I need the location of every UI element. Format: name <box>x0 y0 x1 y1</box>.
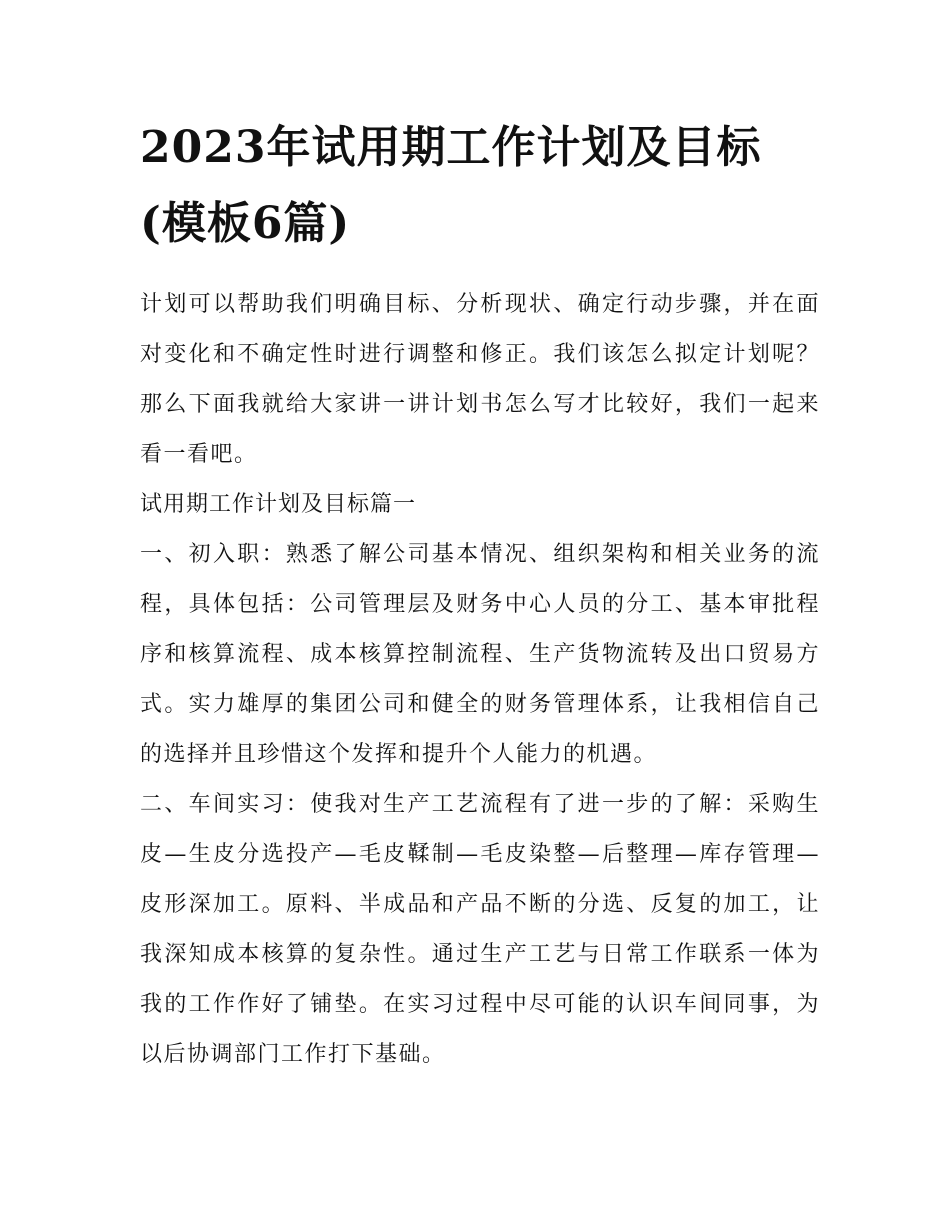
intro-paragraph: 计划可以帮助我们明确目标、分析现状、确定行动步骤，并在面对变化和不确定性时进行调整和修正。我们该怎么拟定计划呢？那么下面我就给大家讲一讲计划书怎么写才比较好，我们一起来看一看吧。 <box>140 292 820 467</box>
body-paragraph-2: 二、车间实习：使我对生产工艺流程有了进一步的了解：采购生皮—生皮分选投产—毛皮鞣制—毛皮染整—后整理—库存管理—皮形深加工。原料、半成品和产品不断的分选、反复的加工，让我深知成本核算的复杂性。通过生产工艺与日常工作联系一体为我的工作作好了铺垫。在实习过程中尽可能的认识车间同事，为以后协调部门工作打下基础。 <box>140 792 820 1067</box>
document-title: 2023年试用期工作计划及目标(模板6篇) <box>140 122 762 249</box>
section-heading: 试用期工作计划及目标篇一 <box>140 492 417 517</box>
body-paragraph-1: 一、初入职：熟悉了解公司基本情况、组织架构和相关业务的流程，具体包括：公司管理层及财务中心人员的分工、基本审批程序和核算流程、成本核算控制流程、生产货物流转及出口贸易方式。实力雄厚的集团公司和健全的财务管理体系，让我相信自己的选择并且珍惜这个发挥和提升个人能力的机遇。 <box>140 542 820 767</box>
document-body <box>140 280 820 1080</box>
